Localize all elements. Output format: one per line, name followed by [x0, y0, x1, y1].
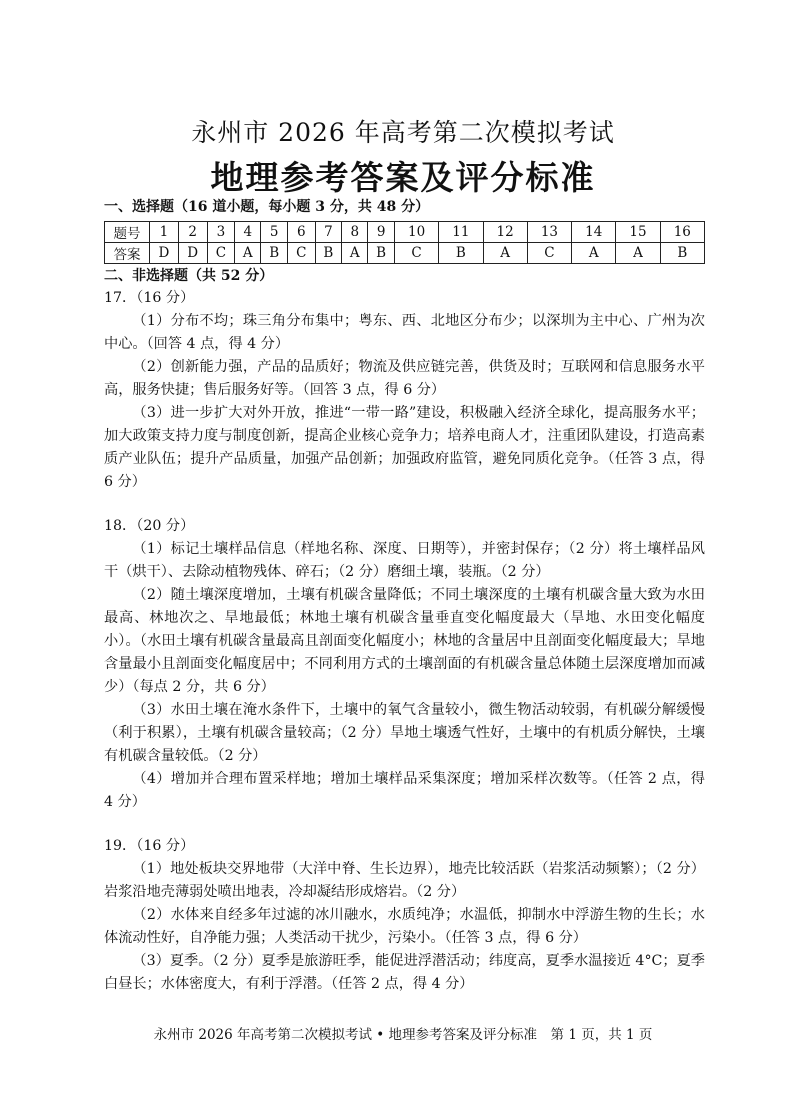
q17-part1: （1）分布不均；珠三角分布集中；粤东、西、北地区分布少；以深圳为主中心、广州为次中心。（回答 4 点，得 4 分）	[104, 313, 705, 352]
q17-title: 17．（16 分）	[104, 290, 195, 306]
answer-cell: B	[368, 243, 395, 264]
answer-cell: A	[483, 243, 527, 264]
q17-part2: （2）创新能力强，产品的品质好；物流及供应链完善，供货及时；互联网和信息服务水平高，服务快捷；售后服务好等。（回答 3 点，得 6 分）	[104, 359, 705, 398]
answer-cell: B	[315, 243, 342, 264]
answer-row	[105, 243, 705, 264]
question-number: 4	[235, 222, 261, 243]
question-number: 15	[616, 222, 660, 243]
question-number: 12	[483, 222, 527, 243]
q19-part3: （3）夏季。（2 分）夏季是旅游旺季，能促进浮潜活动；纬度高，夏季水温接近 4°C；夏季白昼长；水体密度大，有利于浮潜。（任答 2 点，得 4 分）	[104, 953, 705, 992]
question-number: 3	[207, 222, 235, 243]
q18-part3: （3）水田土壤在淹水条件下，土壤中的氧气含量较小，微生物活动较弱，有机碳分解缓慢（利于积累），土壤有机碳含量较高；（2 分）旱地土壤透气性好，土壤中的有机质分解快，土壤有机碳含量较低。（2 分）	[104, 702, 705, 764]
q19-part2: （2）水体来自经多年过滤的冰川融水，水质纯净；水温低，抑制水中浮游生物的生长；水体流动性好，自净能力强；人类活动干扰少，污染小。（任答 3 点，得 6 分）	[104, 907, 705, 946]
question-number: 9	[368, 222, 395, 243]
answer-cell: A	[235, 243, 261, 264]
q19-part1: （1）地处板块交界地带（大洋中脊、生长边界），地壳比较活跃（岩浆活动频繁）；（2 分）岩浆沿地壳薄弱处喷出地表，冷却凝结形成熔岩。（2 分）	[104, 861, 705, 900]
page-footer: 永州市 2026 年高考第二次模拟考试 • 地理参考答案及评分标准 第 1 页，共 1 页	[153, 1027, 653, 1043]
question-number: 11	[439, 222, 483, 243]
question-number: 1	[150, 222, 179, 243]
question-number: 8	[342, 222, 368, 243]
question-number: 13	[527, 222, 571, 243]
answer-table	[104, 221, 705, 264]
answer-content	[104, 287, 705, 996]
question-number: 16	[660, 222, 704, 243]
answer-cell: B	[439, 243, 483, 264]
question-number: 14	[572, 222, 616, 243]
answer-cell: D	[178, 243, 207, 264]
row-label-answer: 答案	[105, 243, 150, 264]
answer-cell: C	[207, 243, 235, 264]
question-number: 2	[178, 222, 207, 243]
answer-cell: C	[287, 243, 315, 264]
question-number: 5	[261, 222, 288, 243]
question-number: 10	[394, 222, 438, 243]
section1-heading: 一、选择题（16 道小题，每小题 3 分，共 48 分）	[104, 199, 430, 215]
q18-part1: （1）标记土壤样品信息（样地名称、深度、日期等），并密封保存；（2 分）将土壤样品风干（烘干）、去除动植物残体、碎石；（2 分）磨细土壤，装瓶。（2 分）	[104, 541, 705, 580]
answer-cell: A	[616, 243, 660, 264]
section2-heading: 二、非选择题（共 52 分）	[104, 268, 274, 284]
answer-cell: C	[527, 243, 571, 264]
answer-cell: A	[572, 243, 616, 264]
answer-cell: B	[261, 243, 288, 264]
q19-title: 19．（16 分）	[104, 838, 195, 854]
answer-cell: D	[150, 243, 179, 264]
q18-title: 18．（20 分）	[104, 518, 195, 534]
exam-title: 永州市 2026 年高考第二次模拟考试	[191, 118, 615, 147]
answer-cell: C	[394, 243, 438, 264]
answer-cell: A	[342, 243, 368, 264]
q18-part2: （2）随土壤深度增加，土壤有机碳含量降低；不同土壤深度的土壤有机碳含量大致为水田最高、林地次之、旱地最低；林地土壤有机碳含量垂直变化幅度最大（旱地、水田变化幅度小）。（水田土壤有机碳含量最高且剖面变化幅度小；林地的含量居中且剖面变化幅度最大；旱地含量最小且剖面变化幅度居中；不同利用方式的土壤剖面的有机碳含量总体随土层深度增加而减少）（每点 2 分，共 6 分）	[104, 587, 705, 695]
question-number: 6	[287, 222, 315, 243]
row-label-question: 题号	[105, 222, 150, 243]
q17-part3: （3）进一步扩大对外开放，推进“一带一路”建设，积极融入经济全球化，提高服务水平；加大政策支持力度与制度创新，提高企业核心竞争力；培养电商人才，注重团队建设，打造高素质产业队伍；提升产品质量，加强产品创新；加强政府监管，避免同质化竞争。（任答 3 点，得 6 分）	[104, 405, 705, 490]
q18-part4: （4）增加并合理布置采样地；增加土壤样品采集深度；增加采样次数等。（任答 2 点，得 4 分）	[104, 771, 705, 810]
document-title: 地理参考答案及评分标准	[210, 158, 596, 197]
question-number: 7	[315, 222, 342, 243]
answer-cell: B	[660, 243, 704, 264]
question-number-row	[105, 222, 705, 243]
